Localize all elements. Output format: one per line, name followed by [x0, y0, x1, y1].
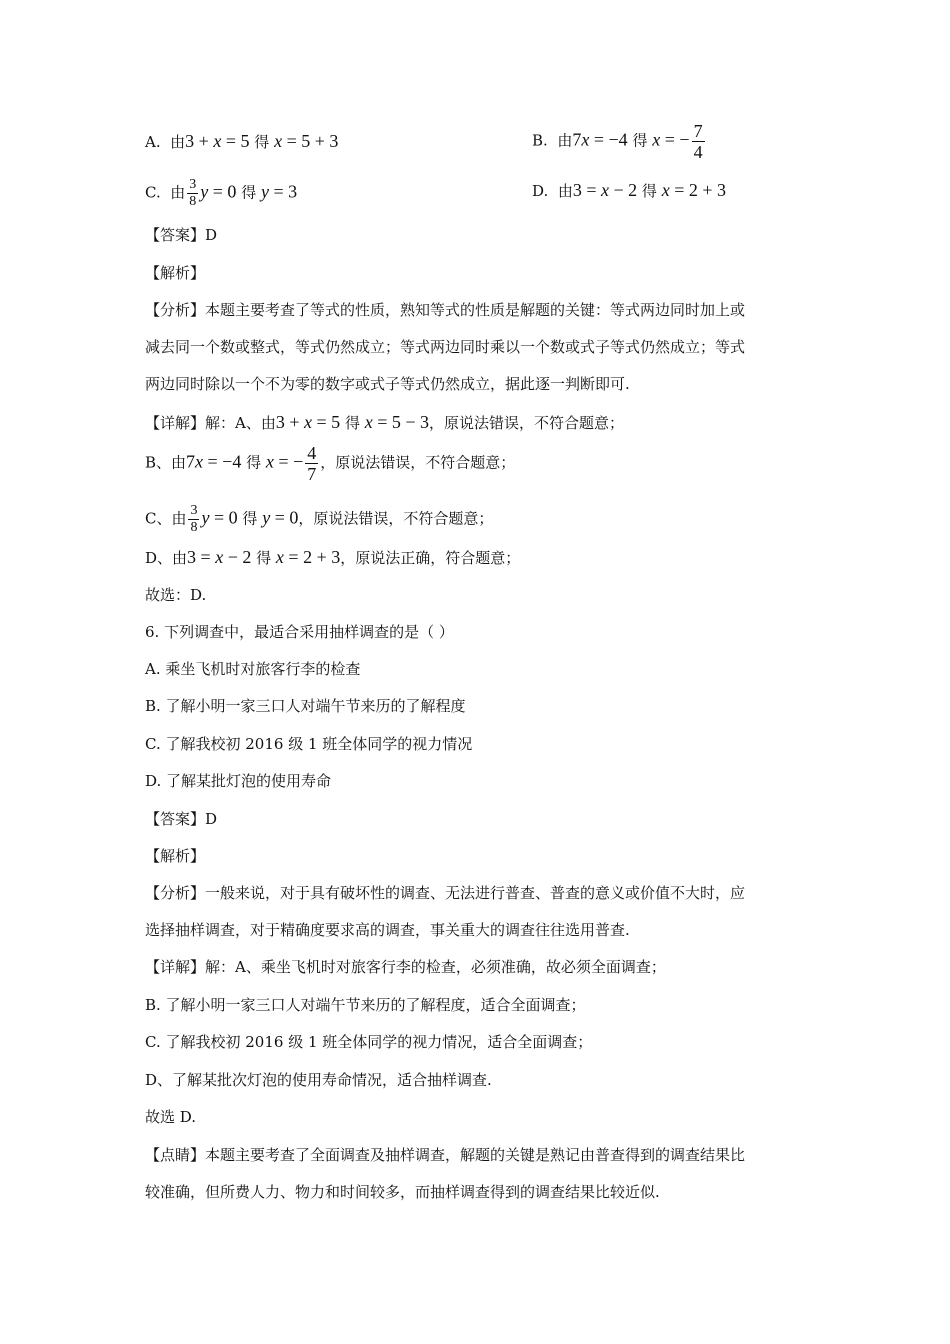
text: 【详解】解：A、由: [145, 414, 276, 432]
q5-detail-c: [145, 504, 493, 535]
var: y: [200, 181, 209, 202]
q6-detail-line: D、了解某批次灯泡的使用寿命情况，适合抽样调查.: [145, 1071, 492, 1089]
equation: [365, 412, 429, 432]
fraction: [188, 504, 199, 535]
text: 得: [254, 133, 270, 151]
text: B、由: [145, 453, 187, 472]
eq-part: = −4: [589, 129, 628, 150]
eq-part: 3 +: [275, 412, 304, 432]
text: ，原说法正确，符合题意；: [340, 549, 521, 567]
numerator: 4: [307, 443, 317, 463]
q6-detail-line: B. 了解小明一家三口人对端午节来历的了解程度，适合全面调查；: [145, 996, 586, 1014]
q5-detail-a: [145, 412, 624, 433]
q6-comment-line: 较准确，但所费人力、物力和时间较多，而抽样调查得到的调查结果比较近似.: [145, 1183, 660, 1201]
q5-answer: 【答案】D: [145, 226, 218, 244]
q6-option-c: C. 了解我校初 2016 级 1 班全体同学的视力情况: [145, 735, 473, 753]
eq-part: = 3: [269, 181, 298, 202]
eq-part: = 2 + 3: [283, 547, 341, 567]
var: x: [215, 547, 224, 567]
var: x: [265, 451, 274, 472]
var: x: [213, 131, 222, 151]
text: ，原说法错误，不符合题意；: [429, 414, 625, 432]
denominator: 8: [190, 520, 198, 535]
var: x: [581, 129, 590, 150]
eq-part: = 5 + 3: [282, 131, 339, 151]
var: y: [262, 507, 271, 528]
var: x: [274, 131, 283, 151]
fraction: [692, 122, 705, 161]
eq-part: − 2: [608, 180, 638, 200]
text: 由: [170, 183, 186, 202]
option-label: C.: [145, 183, 161, 202]
eq-part: = 5 − 3: [372, 412, 430, 432]
eq-part: = −4: [203, 451, 242, 472]
var: x: [652, 129, 661, 150]
denominator: 7: [307, 464, 317, 484]
text: ，原说法错误，不符合题意；: [320, 453, 516, 472]
q6-analysis-line: 选择抽样调查，对于精确度要求高的调查，事关重大的调查往往选用普查.: [145, 921, 630, 939]
q5-analysis-line: 【分析】本题主要考查了等式的性质，熟知等式的性质是解题的关键：等式两边同时加上或: [145, 301, 746, 319]
eq-part: 7: [186, 451, 196, 472]
equation: [572, 130, 627, 150]
text: C、由: [145, 509, 187, 528]
equation: [662, 180, 726, 200]
eq-part: 3 =: [187, 547, 216, 567]
option-d: [532, 180, 726, 201]
eq-part: = 0: [208, 181, 237, 202]
q5-analysis-line: 两边同时除以一个不为零的数字或式子等式仍然成立，据此逐一判断即可.: [145, 375, 630, 393]
q6-conclusion: 故选 D.: [145, 1108, 197, 1126]
q6-stem: 6. 下列调查中，最适合采用抽样调查的是（ ）: [145, 623, 454, 641]
q6-detail-line: 【详解】解：A、乘坐飞机时对旅客行李的检查，必须准确，故必须全面调查；: [145, 958, 666, 976]
equation: [200, 182, 236, 202]
fraction: [187, 178, 198, 209]
equation: [276, 547, 340, 567]
eq-part: − 2: [223, 547, 252, 567]
equation: [652, 130, 689, 150]
eq-part: = −: [660, 129, 690, 150]
text: 得: [641, 182, 657, 200]
eq-part: = −: [273, 451, 304, 472]
eq-part: = 0: [270, 507, 299, 528]
eq-part: 3 =: [572, 180, 601, 200]
text: 由: [557, 131, 573, 150]
var: x: [600, 180, 609, 200]
q5-detail-b: [145, 444, 515, 483]
option-a: [145, 131, 338, 152]
equation: [187, 547, 251, 567]
var: y: [201, 507, 210, 528]
var: x: [275, 547, 284, 567]
text: 得: [632, 131, 648, 150]
eq-part: = 5: [312, 412, 341, 432]
text: 得: [256, 549, 272, 567]
q6-jiexi: 【解析】: [145, 847, 206, 865]
q6-option-a: A. 乘坐飞机时对旅客行李的检查: [145, 660, 361, 678]
var: x: [364, 412, 373, 432]
equation: [274, 131, 338, 151]
equation: [573, 180, 637, 200]
eq-part: 3 +: [185, 131, 214, 151]
equation: [201, 508, 237, 528]
text: ，原说法错误，不符合题意；: [298, 509, 494, 528]
text: 得: [241, 183, 257, 202]
text: D、由: [145, 549, 188, 567]
q6-option-b: B. 了解小明一家三口人对端午节来历的了解程度: [145, 697, 466, 715]
numerator: 3: [189, 177, 197, 192]
equation: [186, 452, 241, 472]
text: 得: [246, 453, 262, 472]
eq-part: = 2 + 3: [669, 180, 727, 200]
option-label: D.: [532, 182, 549, 200]
q6-analysis-line: 【分析】一般来说，对于具有破坏性的调查、无法进行普查、普查的意义或价值不大时，应: [145, 884, 746, 902]
numerator: 3: [190, 503, 198, 518]
q5-conclusion: 故选：D.: [145, 586, 207, 604]
text: 由: [557, 182, 573, 200]
equation: [276, 412, 340, 432]
q5-detail-d: [145, 547, 520, 568]
q5-jiexi: 【解析】: [145, 264, 206, 282]
q6-comment-line: 【点睛】本题主要考查了全面调查及抽样调查，解题的关键是熟记由普查得到的调查结果比: [145, 1146, 746, 1164]
eq-part: 7: [572, 129, 582, 150]
denominator: 4: [693, 142, 703, 162]
equation: [266, 452, 303, 472]
option-label: B.: [532, 131, 548, 150]
equation: [261, 182, 297, 202]
var: x: [661, 180, 670, 200]
fraction: [305, 444, 318, 483]
var: x: [195, 451, 204, 472]
q6-option-d: D. 了解某批灯泡的使用寿命: [145, 772, 332, 790]
option-b: [532, 122, 707, 161]
equation: [262, 508, 298, 528]
q6-detail-line: C. 了解我校初 2016 级 1 班全体同学的视力情况，适合全面调查；: [145, 1033, 593, 1051]
var: x: [304, 412, 312, 432]
denominator: 8: [189, 194, 197, 209]
eq-part: = 5: [221, 131, 250, 151]
eq-part: = 0: [209, 507, 238, 528]
q5-analysis-line: 减去同一个数或整式，等式仍然成立；等式两边同时乘以一个数或式子等式仍然成立；等式: [145, 338, 746, 356]
var: y: [261, 181, 270, 202]
q6-answer: 【答案】D: [145, 810, 218, 828]
text: 得: [242, 509, 258, 528]
text: 得: [344, 414, 360, 432]
text: 由: [170, 133, 186, 151]
numerator: 7: [693, 121, 703, 141]
equation: [185, 131, 249, 151]
option-c: [145, 178, 297, 209]
option-label: A.: [145, 133, 161, 151]
